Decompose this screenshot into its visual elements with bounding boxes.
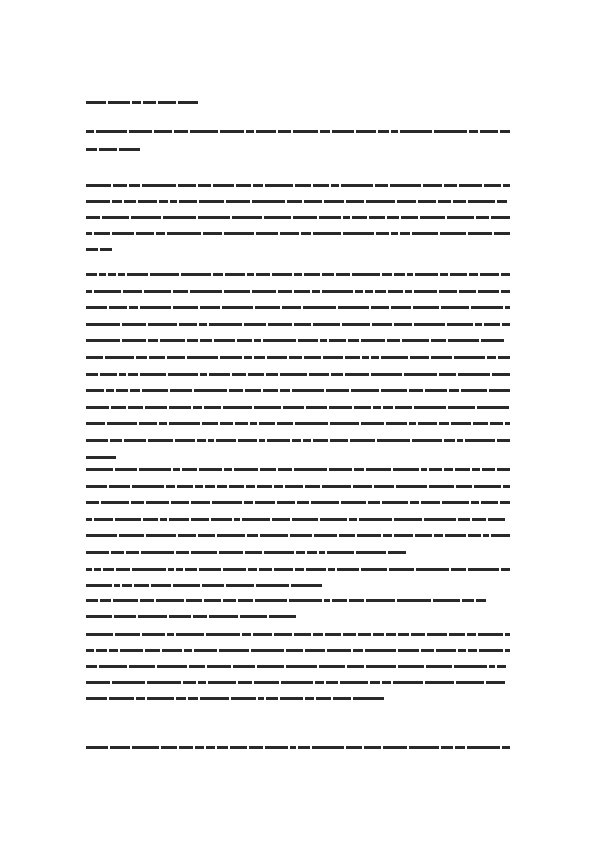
text-line bbox=[86, 199, 510, 203]
text-line bbox=[86, 405, 510, 409]
text-line bbox=[86, 614, 296, 618]
text-line bbox=[86, 598, 486, 602]
text-line bbox=[86, 305, 510, 309]
text-line bbox=[86, 289, 510, 293]
text-line bbox=[86, 338, 510, 342]
text-line bbox=[86, 664, 510, 668]
text-line bbox=[86, 183, 510, 187]
text-line bbox=[86, 583, 326, 587]
text-line bbox=[86, 567, 510, 571]
text-line bbox=[86, 247, 112, 251]
text-line bbox=[86, 372, 510, 376]
text-line bbox=[86, 745, 510, 749]
text-line bbox=[86, 696, 386, 700]
text-line bbox=[86, 272, 510, 276]
text-line bbox=[86, 632, 510, 636]
text-line bbox=[86, 680, 510, 684]
text-line bbox=[86, 455, 122, 459]
text-line bbox=[86, 438, 510, 442]
text-line bbox=[86, 467, 510, 471]
text-line bbox=[86, 322, 510, 326]
text-line bbox=[86, 129, 510, 133]
text-line bbox=[86, 231, 510, 235]
text-line bbox=[86, 388, 510, 392]
text-line bbox=[86, 533, 510, 537]
text-line bbox=[86, 421, 510, 425]
text-line bbox=[86, 147, 146, 151]
text-line bbox=[86, 500, 510, 504]
text-line bbox=[86, 355, 510, 359]
text-line bbox=[86, 100, 204, 104]
text-line bbox=[86, 484, 510, 488]
text-line bbox=[86, 517, 510, 521]
text-line bbox=[86, 215, 510, 219]
text-line bbox=[86, 550, 406, 554]
text-line bbox=[86, 648, 510, 652]
